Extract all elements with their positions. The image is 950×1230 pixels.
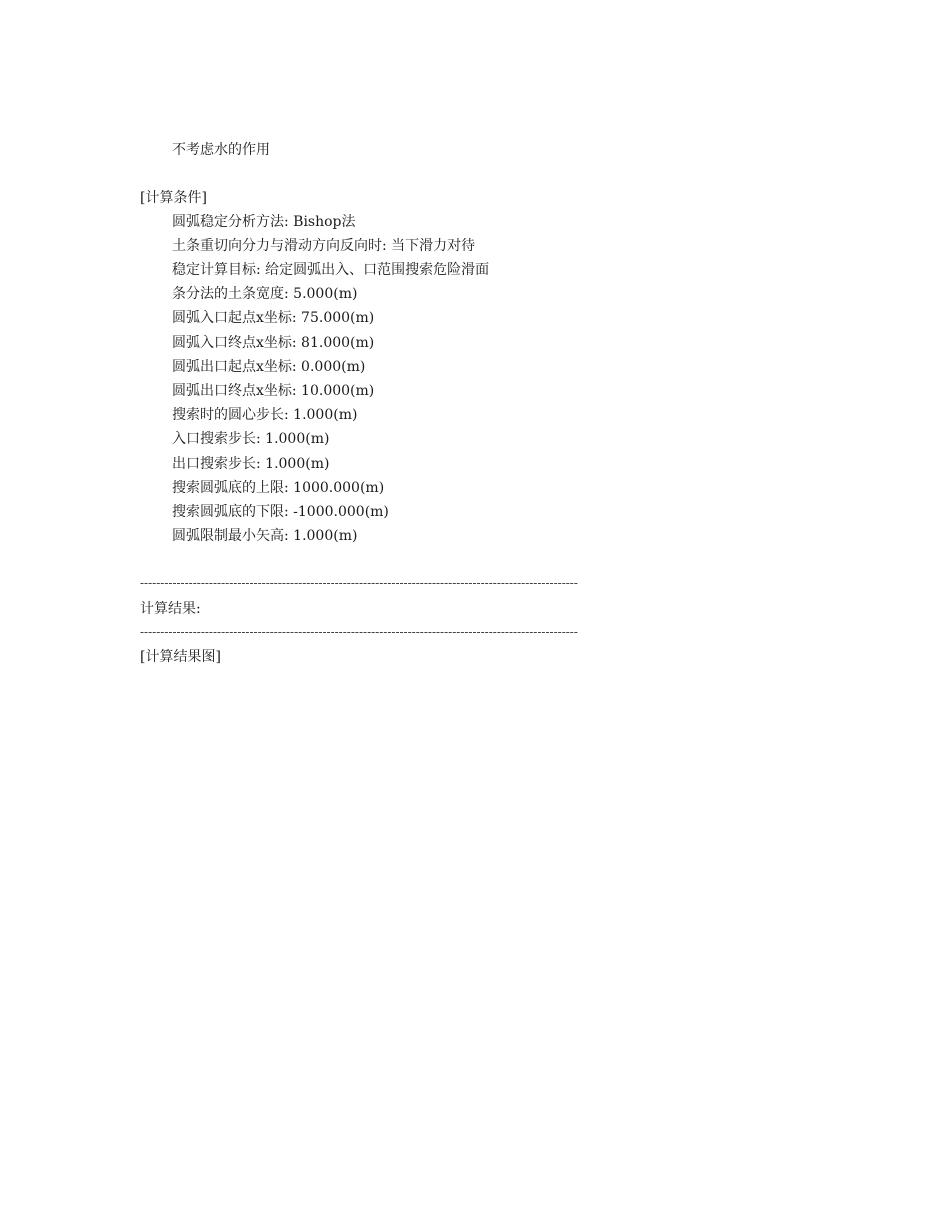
condition-line: 圆弧入口起点x坐标: 75.000(m)	[172, 310, 375, 326]
separator-line: ------------------------------------------------------------------------------------------------------------	[140, 576, 578, 590]
condition-line: 搜索圆弧底的上限: 1000.000(m)	[172, 480, 385, 496]
condition-line: 出口搜索步长: 1.000(m)	[172, 456, 330, 472]
intro-text: 不考虑水的作用	[172, 142, 270, 158]
results-heading: 计算结果:	[140, 601, 201, 617]
condition-line: 圆弧入口终点x坐标: 81.000(m)	[172, 335, 375, 351]
results-figure-heading: [计算结果图]	[140, 649, 221, 665]
condition-line: 条分法的土条宽度: 5.000(m)	[172, 286, 358, 302]
condition-line: 搜索圆弧底的下限: -1000.000(m)	[172, 504, 389, 520]
separator-line: ------------------------------------------------------------------------------------------------------------	[140, 625, 578, 639]
condition-line: 圆弧出口起点x坐标: 0.000(m)	[172, 359, 366, 375]
conditions-heading: [计算条件]	[140, 190, 207, 206]
condition-line: 圆弧稳定分析方法: Bishop法	[172, 214, 356, 230]
condition-line: 土条重切向分力与滑动方向反向时: 当下滑力对待	[172, 238, 476, 254]
condition-line: 圆弧出口终点x坐标: 10.000(m)	[172, 383, 375, 399]
condition-line: 稳定计算目标: 给定圆弧出入、口范围搜索危险滑面	[172, 262, 490, 278]
condition-line: 搜索时的圆心步长: 1.000(m)	[172, 407, 358, 423]
condition-line: 圆弧限制最小矢高: 1.000(m)	[172, 528, 358, 544]
condition-line: 入口搜索步长: 1.000(m)	[172, 431, 330, 447]
